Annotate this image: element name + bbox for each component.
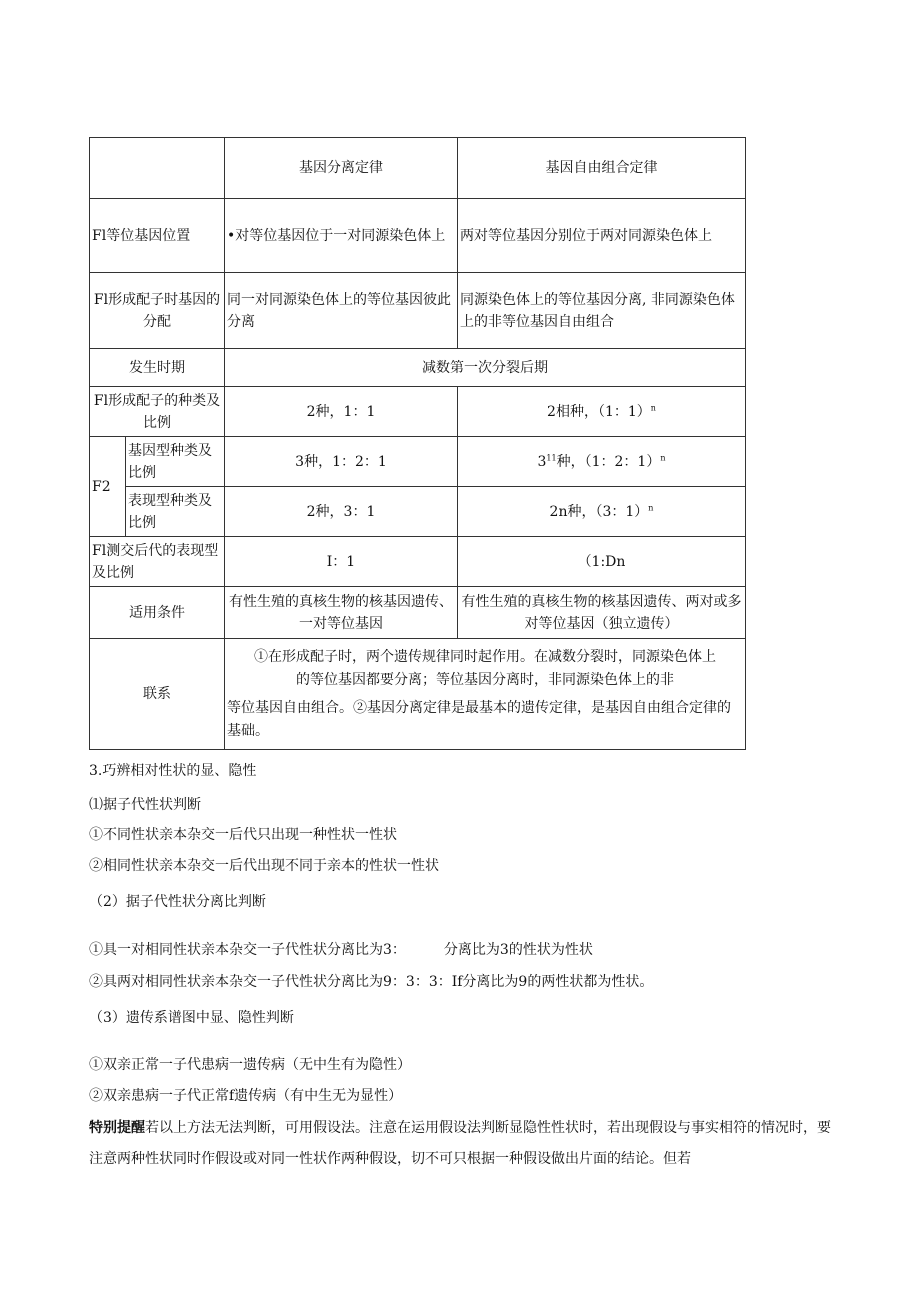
table-row	[90, 437, 746, 487]
cell-assortment-conditions: 有性生殖的真核生物的核基因遗传、两对或多对等位基因（独立遗传）	[458, 587, 746, 639]
list-item: ②相同性状亲本杂交一后代出现不同于亲本的性状一性状	[89, 858, 439, 874]
table-corner-cell	[90, 138, 225, 199]
subheading-3: （3）遗传系谱图中显、隐性判断	[89, 1010, 294, 1026]
list-item: ①双亲正常一子代患病一遗传病（无中生有为隐性）	[89, 1057, 411, 1073]
special-note-paragraph	[89, 1113, 841, 1175]
cell-segregation-genotype: 3种，1：2：1	[225, 437, 458, 487]
cell-assortment-gamete-distribution: 同源染色体上的等位基因分离, 非同源染色体上的非等位基因自由组合	[458, 273, 746, 349]
list-item: ②具两对相同性状亲本杂交一子代性状分离比为9：3：3：If分离比为9的两性状都为性状。	[89, 974, 654, 990]
relation-line-1: ①在形成配子时，两个遗传规律同时起作用。在减数分裂时，同源染色体上	[254, 648, 716, 665]
table-header-row	[90, 138, 746, 199]
cell-segregation-gamete-distribution: 同一对同源染色体上的等位基因彼此分离	[225, 273, 458, 349]
table-row	[90, 199, 746, 273]
row-label-relation: 联系	[90, 639, 225, 750]
row-label-conditions: 适用条件	[90, 587, 225, 639]
row-label-phenotype: 表现型种类及比例	[126, 487, 225, 537]
special-note-label: 特别提醒	[89, 1120, 145, 1136]
cell-segregation-phenotype: 2种，3：1	[225, 487, 458, 537]
table-row	[90, 487, 746, 537]
row-label-allele-position: Fl等位基因位置	[90, 199, 225, 273]
list-item: ①不同性状亲本杂交一后代只出现一种性状一性状	[89, 827, 397, 843]
cell-segregation-gamete-types: 2种，1：1	[225, 387, 458, 437]
cell-assortment-testcross: （1:Dn	[458, 537, 746, 587]
cell-segregation-conditions: 有性生殖的真核生物的核基因遗传、一对等位基因	[225, 587, 458, 639]
row-label-timing: 发生时期	[90, 349, 225, 387]
table-row	[90, 349, 746, 387]
row-label-gamete-types: Fl形成配子的种类及比例	[90, 387, 225, 437]
table-row	[90, 387, 746, 437]
row-label-gamete-distribution: Fl形成配子时基因的分配	[90, 273, 225, 349]
table-row	[90, 537, 746, 587]
row-label-genotype: 基因型种类及比例	[126, 437, 225, 487]
cell-assortment-position: 两对等位基因分别位于两对同源染色体上	[458, 199, 746, 273]
cell-assortment-gamete-types: 2相种，（1：1）$^n$	[458, 387, 746, 437]
subheading-1: ⑴据子代性状判断	[89, 797, 201, 813]
table-row	[90, 273, 746, 349]
cell-timing: 减数第一次分裂后期	[225, 349, 746, 387]
relation-line-3: 等位基因自由组合。②基因分离定律是最基本的遗传定律，是基因自由组合定律的基础。	[227, 699, 731, 739]
cell-segregation-position: •对等位基因位于一对同源染色体上	[225, 199, 458, 273]
list-item: ①具一对相同性状亲本杂交一子代性状分离比为3： 分离比为3的性状为性状	[89, 942, 593, 958]
section-heading: 3.巧辨相对性状的显、隐性	[89, 763, 257, 779]
cell-relation	[225, 639, 746, 750]
cell-assortment-genotype: $3^{11}$种，（1：2：1）$^n$	[458, 437, 746, 487]
header-segregation-law: 基因分离定律	[225, 138, 458, 199]
cell-segregation-testcross: I：1	[225, 537, 458, 587]
table-row	[90, 639, 746, 750]
genetics-law-comparison-table	[89, 137, 746, 750]
row-label-testcross: Fl测交后代的表现型及比例	[90, 537, 225, 587]
table-row	[90, 587, 746, 639]
row-label-f2: F2	[90, 437, 126, 537]
cell-assortment-phenotype: 2n种，（3：1）$^n$	[458, 487, 746, 537]
list-item: ②双亲患病一子代正常f遗传病（有中生无为显性）	[89, 1088, 403, 1104]
subheading-2: （2）据子代性状分离比判断	[89, 894, 266, 910]
header-independent-assortment-law: 基因自由组合定律	[458, 138, 746, 199]
relation-line-2: 的等位基因都要分离；等位基因分离时，非同源染色体上的非	[296, 671, 674, 688]
special-note-text: 若以上方法无法判断，可用假设法。注意在运用假设法判断显隐性性状时，若出现假设与事实相符的情况时，要注意两种性状同时作假设或对同一性状作两种假设，切不可只根据一种假设做出片面的结论。但若	[89, 1120, 831, 1167]
